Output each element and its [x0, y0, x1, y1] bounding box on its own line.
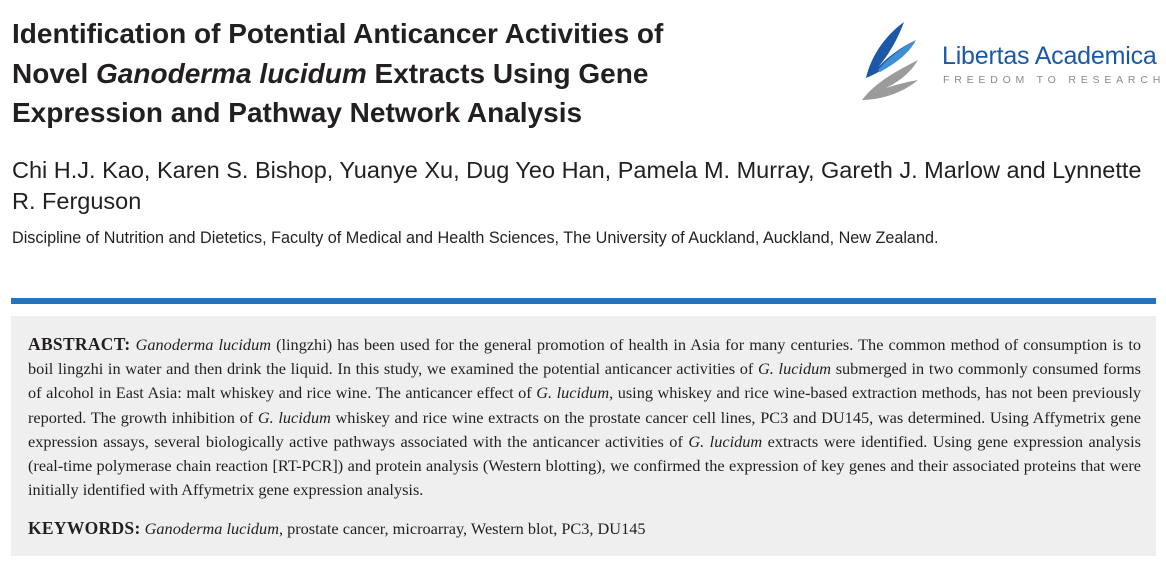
title-species-name: Ganoderma lucidum: [96, 57, 367, 89]
abstract-species-name: G. lucidum: [536, 383, 610, 403]
abstract-species-name: Ganoderma lucidum: [135, 335, 271, 354]
abstract-body: [28, 335, 1141, 499]
publisher-tagline: FREEDOM TO RESEARCH: [943, 74, 1166, 86]
title-line-2-suffix: Extracts Using Gene: [366, 57, 649, 89]
abstract: [28, 332, 1141, 502]
feather-logo-icon: [860, 20, 940, 104]
keyword-species-name: Ganoderma lucidum: [144, 519, 279, 538]
abstract-label: ABSTRACT:: [28, 334, 131, 354]
title-line-3: Expression and Pathway Network Analysis: [12, 97, 583, 128]
abstract-species-name: G. lucidum: [257, 407, 331, 427]
author-list: Chi H.J. Kao, Karen S. Bishop, Yuanye Xu, Dug Yeo Han, Pamela M. Murray, Gareth J. Marlow and Lynnette R. Ferguson: [12, 157, 1142, 214]
abstract-text: (lingzhi) has been used for the general promotion of health in Asia for many centuries. The common method of consumption is to boil lingzhi in water and then drink the liquid. In this study, we examined the potential anticancer activities of: [28, 335, 1142, 379]
keywords-list: , prostate cancer, microarray, Western blot, PC3, DU145: [278, 519, 646, 538]
abstract-text: whiskey and rice wine extracts on the prostate cancer cell lines, PC3 and DU145, was determined. Using Affymetrix gene expression assays, several biologically active pathways associated with the anticancer activities of: [28, 407, 1141, 451]
publisher-name: Libertas Academica: [942, 42, 1157, 70]
abstract-species-name: G. lucidum: [758, 359, 831, 379]
title-line-2-prefix: Novel: [12, 57, 97, 89]
abstract-panel: [11, 316, 1156, 556]
publisher-logo: [860, 20, 1166, 104]
article-title: [12, 14, 852, 133]
title-line-1: Identification of Potential Anticancer Activities of: [12, 18, 664, 49]
affiliation: Discipline of Nutrition and Dietetics, Faculty of Medical and Health Sciences, The University of Auckland, Auckland, New Zealand.: [12, 229, 939, 247]
keywords: [28, 516, 1141, 541]
abstract-text: extracts were identified. Using gene expression analysis (real-time polymerase chain reaction [RT-PCR]) and protein analysis (Western blotting), we confirmed the expression of key genes and their associated proteins that were initially identified with Affymetrix gene expression analysis.: [28, 431, 1141, 500]
abstract-text: submerged in two commonly consumed forms of alcohol in East Asia: malt whiskey and rice wine. The anticancer effect of: [28, 359, 1141, 403]
title-line-2: [12, 54, 852, 94]
abstract-species-name: G. lucidum: [688, 431, 763, 451]
keywords-label: KEYWORDS:: [28, 518, 141, 538]
section-divider: [11, 298, 1156, 304]
abstract-text: , using whiskey and rice wine-based extraction methods, has not been previously reported. The growth inhibition of: [28, 383, 1141, 427]
